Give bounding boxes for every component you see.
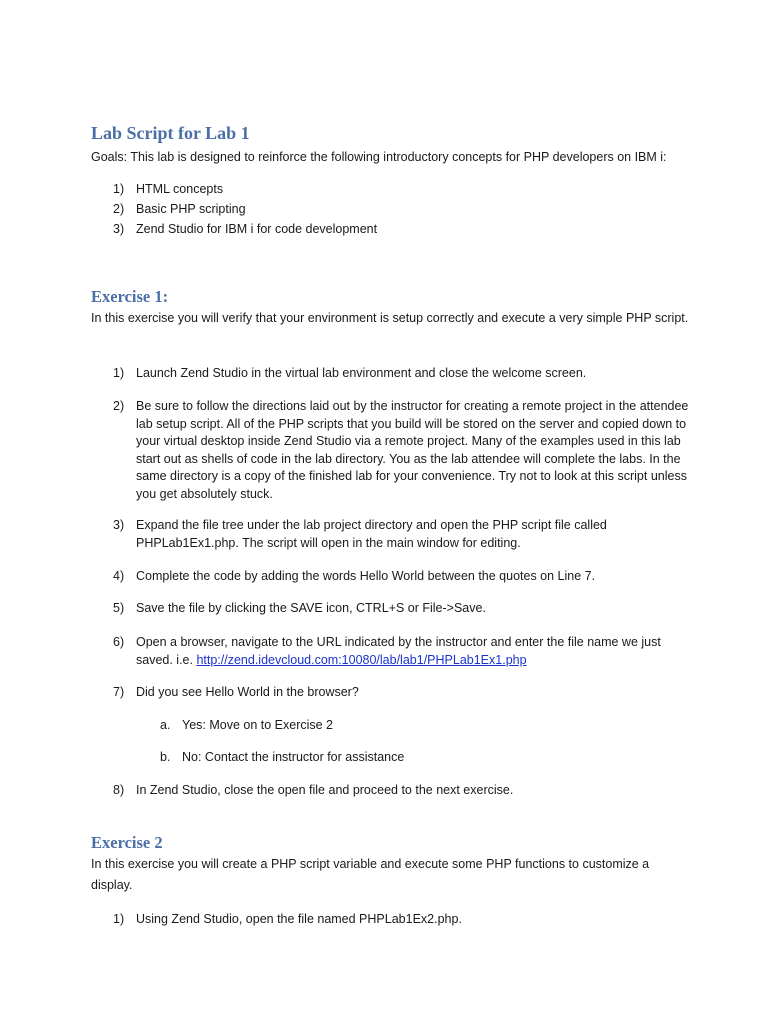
list-text — [136, 634, 693, 669]
list-item — [113, 181, 693, 199]
list-text: Save the file by clicking the SAVE icon, CTRL+S or File->Save. — [136, 601, 486, 615]
list-number: 5) — [113, 601, 125, 615]
list-text: Zend Studio for IBM i for code development — [136, 222, 378, 236]
sub-list-text: Yes: Move on to Exercise 2 — [182, 718, 334, 732]
list-number: 2) — [113, 202, 125, 216]
list-text: Did you see Hello World in the browser? — [136, 685, 359, 699]
list-number: 1) — [113, 366, 125, 380]
list-text: Using Zend Studio, open the file named PHPLab1Ex2.php. — [136, 912, 462, 926]
lab-url-link[interactable]: http://zend.idevcloud.com:10080/lab/lab1/PHPLab1Ex1.php — [196, 652, 527, 667]
exercise2-heading: Exercise 2 — [91, 833, 163, 852]
sub-list-item — [160, 717, 333, 735]
list-number: 7) — [113, 685, 125, 699]
list-number: 3) — [113, 222, 125, 236]
list-item — [113, 517, 693, 552]
list-text: HTML concepts — [136, 182, 224, 196]
list-number: 1) — [113, 912, 125, 926]
list-number: 3) — [113, 518, 125, 532]
list-item — [113, 398, 693, 503]
list-item — [113, 365, 693, 383]
list-item — [113, 221, 693, 239]
list-number: 8) — [113, 783, 125, 797]
list-text: Launch Zend Studio in the virtual lab environment and close the welcome screen. — [136, 366, 587, 380]
list-item — [113, 684, 693, 702]
list-text: Complete the code by adding the words Hello World between the quotes on Line 7. — [136, 569, 596, 583]
list-item — [113, 782, 693, 800]
sub-list-letter: b. — [160, 750, 171, 764]
sub-list-item — [160, 749, 404, 767]
step-text: Open a browser, navigate to the URL indicated by the instructor and enter the file name we just saved. i.e. — [136, 635, 661, 667]
sub-list-letter: a. — [160, 718, 171, 732]
list-text: Basic PHP scripting — [136, 202, 246, 216]
sub-list-text: No: Contact the instructor for assistance — [182, 750, 405, 764]
list-text: Expand the file tree under the lab project directory and open the PHP script file called PHPLab1Ex1.php. The script will open in the main window for editing. — [136, 518, 607, 550]
list-item — [113, 634, 693, 669]
exercise2-intro: In this exercise you will create a PHP script variable and execute some PHP functions to customize a display. — [91, 857, 650, 892]
page-title: Lab Script for Lab 1 — [91, 123, 250, 143]
list-number: 6) — [113, 635, 125, 649]
list-text: Be sure to follow the directions laid out by the instructor for creating a remote project in the attendee lab setup script. All of the PHP scripts that you build will be stored on the server and copied down to your virtual desktop inside Zend Studio via a remote project. Many of the examples used in this lab start out as shells of code in the lab directory. You as the lab attendee will complete the labs. In the same directory is a copy of the finished lab for your convenience. Try not to look at this script unless you get absolutely stuck. — [136, 399, 689, 501]
list-number: 4) — [113, 569, 125, 583]
exercise1-intro: In this exercise you will verify that your environment is setup correctly and execute a very simple PHP script. — [91, 311, 689, 325]
list-number: 2) — [113, 399, 125, 413]
list-item — [113, 568, 693, 586]
list-item — [113, 600, 693, 618]
goals-text: Goals: This lab is designed to reinforce the following introductory concepts for PHP developers on IBM i: — [91, 150, 667, 164]
list-number: 1) — [113, 182, 125, 196]
list-text: In Zend Studio, close the open file and proceed to the next exercise. — [136, 783, 514, 797]
exercise1-heading: Exercise 1: — [91, 287, 169, 306]
list-item — [113, 911, 693, 929]
list-item — [113, 201, 693, 219]
